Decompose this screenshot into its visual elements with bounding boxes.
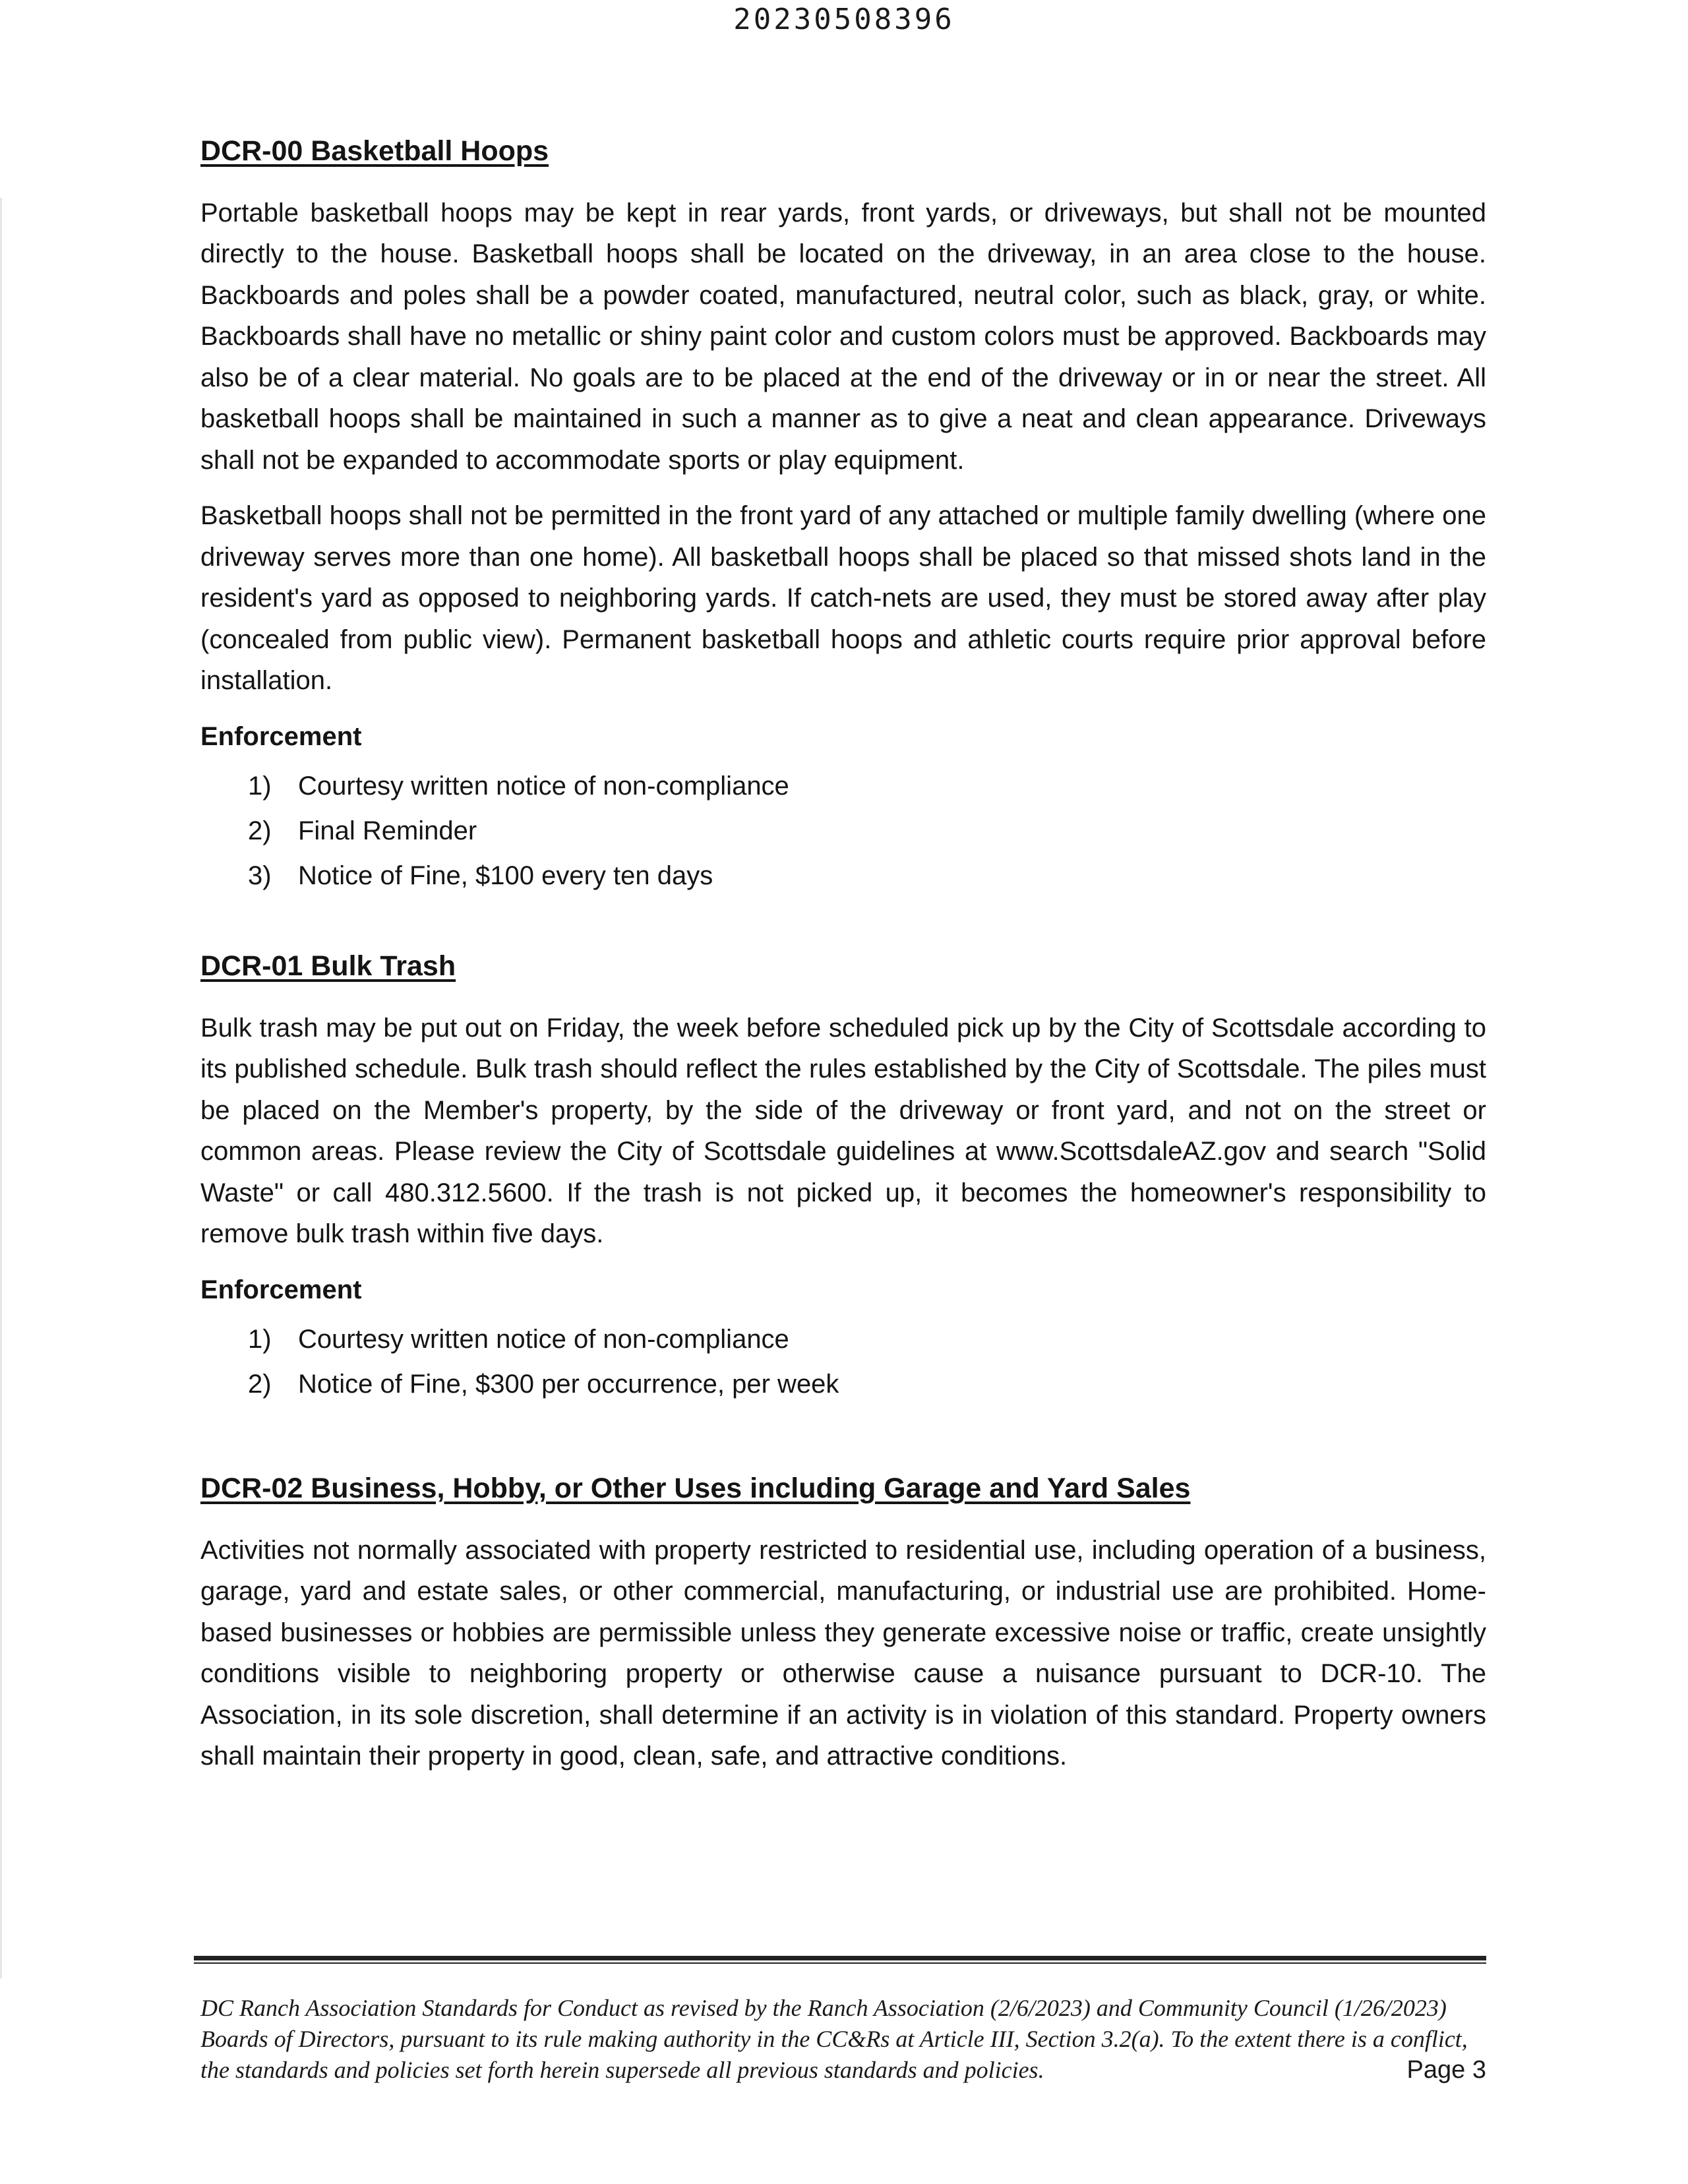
footer (200, 1993, 1493, 2086)
enforcement-label: Enforcement (200, 1275, 362, 1304)
section-bulk-trash (200, 950, 1486, 1407)
enforcement-list (200, 764, 1486, 898)
paragraph: Bulk trash may be put out on Friday, the week before scheduled pick up by the City of Scottsdale according to its published schedule. Bulk trash should reflect the rules established by the City of Scottsdale. The piles must be placed on the Member's property, by the side of the driveway or front yard, and not on the street or common areas. Please review the City of Scottsdale guidelines at www.ScottsdaleAZ.gov and search "Solid Waste" or call 480.312.5600. If the trash is not picked up, it becomes the homeowner's responsibility to remove bulk trash within five days. (200, 1013, 1486, 1249)
section-heading: DCR-02 Business, Hobby, or Other Uses including Garage and Yard Sales (200, 1472, 1191, 1504)
list-item: 2) Final Reminder (248, 816, 477, 845)
paragraph: Basketball hoops shall not be permitted in the front yard of any attached or multiple family dwelling (where one driveway serves more than one home). All basketball hoops shall be placed so that missed shots land in the resident's yard as opposed to neighboring yards. If catch-nets are used, they must be stored away after play (concealed from public view). Permanent basketball hoops and athletic courts require prior approval before installation. (200, 501, 1486, 696)
list-item: 2) Notice of Fine, $300 per occurrence, per week (248, 1369, 839, 1399)
recording-number: 20230508396 (733, 3, 955, 36)
section-business-hobby-uses (200, 1472, 1486, 1792)
section-basketball-hoops (200, 135, 1486, 898)
section-heading: DCR-00 Basketball Hoops (200, 135, 549, 167)
list-item: 3) Notice of Fine, $100 every ten days (248, 861, 713, 890)
list-item: 1) Courtesy written notice of non-compliance (248, 1324, 789, 1354)
scan-edge (0, 198, 2, 1978)
paragraph: Activities not normally associated with property restricted to residential use, including operation of a business, garage, yard and estate sales, or other commercial, manufacturing, or industrial use are prohibited. Home-based businesses or hobbies are permissible unless they generate excessive noise or traffic, create unsightly conditions visible to neighboring property or otherwise cause a nuisance pursuant to DCR-10. The Association, in its sole discretion, shall determine if an activity is in violation of this standard. Property owners shall maintain their property in good, clean, safe, and attractive conditions. (200, 1535, 1486, 1771)
enforcement-list (200, 1317, 1486, 1407)
enforcement-label: Enforcement (200, 721, 362, 751)
footer-text: DC Ranch Association Standards for Conduct as revised by the Ranch Association (2/6/2023) and Community Council (1/26/2023) Boards of Directors, pursuant to its rule making authority in the CC&Rs at Article III, Section 3.2(a). To the extent there is a conflict, the standards and policies set forth herein supersede all previous standards and policies. (200, 1995, 1468, 2083)
footer-rule (194, 1956, 1486, 1964)
section-heading: DCR-01 Bulk Trash (200, 950, 456, 982)
list-item: 1) Courtesy written notice of non-compliance (248, 771, 789, 801)
paragraph: Portable basketball hoops may be kept in rear yards, front yards, or driveways, but shall not be mounted directly to the house. Basketball hoops shall be located on the driveway, in an area close to the house. Backboards and poles shall be a powder coated, manufactured, neutral color, such as black, gray, or white. Backboards shall have no metallic or shiny paint color and custom colors must be approved. Backboards may also be of a clear material. No goals are to be placed at the end of the driveway or in or near the street. All basketball hoops shall be maintained in such a manner as to give a neat and clean appearance. Driveways shall not be expanded to accommodate sports or play equipment. (200, 198, 1486, 475)
page-number: Page 3 (1406, 2056, 1486, 2084)
